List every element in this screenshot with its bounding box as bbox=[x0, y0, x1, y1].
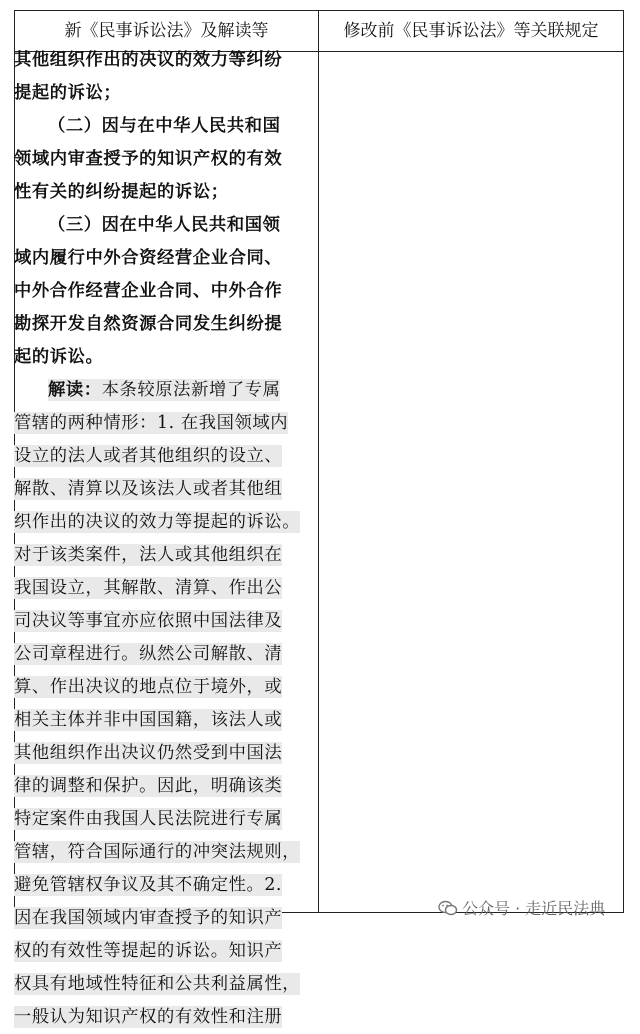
article-line: 中外合作经营企业合同、中外合作 bbox=[14, 281, 283, 301]
article-line: （三）因在中华人民共和国领 bbox=[48, 215, 281, 235]
interpretation-line: 其他组织作出决议仍然受到中国法 bbox=[14, 743, 283, 763]
article-line: （二）因与在中华人民共和国 bbox=[48, 116, 281, 136]
header-new-law: 新《民事诉讼法》及解读等 bbox=[64, 21, 269, 41]
interpretation-line: 律的调整和保护。因此，明确该类 bbox=[14, 776, 283, 796]
interpretation-line: 管辖的两种情形：1. 在我国领域内 bbox=[14, 413, 289, 433]
interpretation-line: 解散、清算以及该法人或者其他组 bbox=[14, 479, 283, 499]
interpretation-line: 公司章程进行。纵然公司解散、清 bbox=[14, 644, 283, 664]
interpretation-line: 设立的法人或者其他组织的设立、 bbox=[14, 446, 283, 466]
interpretation-line: 权具有地域性特征和公共利益属性， bbox=[14, 974, 301, 994]
interpretation-line: 管辖，符合国际通行的冲突法规则， bbox=[14, 842, 301, 862]
interpretation-line: 司决议等事宜亦应依照中国法律及 bbox=[14, 611, 283, 631]
article-line: 领域内审查授予的知识产权的有效 bbox=[14, 149, 283, 169]
new-law-column bbox=[14, 44, 301, 1034]
interpretation-line: 权的有效性等提起的诉讼。知识产 bbox=[14, 941, 283, 961]
watermark-text: 公众号 · 走近民法典 bbox=[462, 899, 606, 918]
column-divider bbox=[318, 11, 319, 912]
interpretation-line: 算、作出决议的地点位于境外，或 bbox=[14, 677, 283, 697]
article-line: 其他组织作出的决议的效力等纠纷 bbox=[14, 50, 283, 70]
interpretation-line: 我国设立，其解散、清算、作出公 bbox=[14, 578, 283, 598]
article-line: 域内履行中外合资经营企业合同、 bbox=[14, 248, 283, 268]
interpretation-line: 一般认为知识产权的有效性和注册 bbox=[14, 1007, 283, 1027]
wechat-icon bbox=[438, 900, 458, 916]
article-line: 性有关的纠纷提起的诉讼； bbox=[14, 182, 229, 202]
interpretation-line: 织作出的决议的效力等提起的诉讼。 bbox=[14, 512, 301, 532]
interpretation-first-line bbox=[14, 374, 296, 407]
header-old-law: 修改前《民事诉讼法》等关联规定 bbox=[343, 21, 599, 41]
interpretation-line: 因在我国领域内审查授予的知识产 bbox=[14, 908, 283, 928]
interpretation-line: 避免管辖权争议及其不确定性。2. bbox=[14, 875, 283, 895]
interpretation-keyword: 解读： bbox=[48, 380, 102, 400]
article-line: 勘探开发自然资源合同发生纠纷提 bbox=[14, 314, 283, 334]
interpretation-line: 相关主体并非中国国籍，该法人或 bbox=[14, 710, 283, 730]
article-line: 提起的诉讼； bbox=[14, 83, 122, 103]
article-line: 起的诉讼。 bbox=[14, 347, 104, 367]
interpretation-line: 对于该类案件，法人或其他组织在 bbox=[14, 545, 283, 565]
interpretation-text: 本条较原法新增了专属 bbox=[101, 380, 281, 400]
watermark bbox=[438, 896, 605, 919]
interpretation-line: 特定案件由我国人民法院进行专属 bbox=[14, 809, 283, 829]
